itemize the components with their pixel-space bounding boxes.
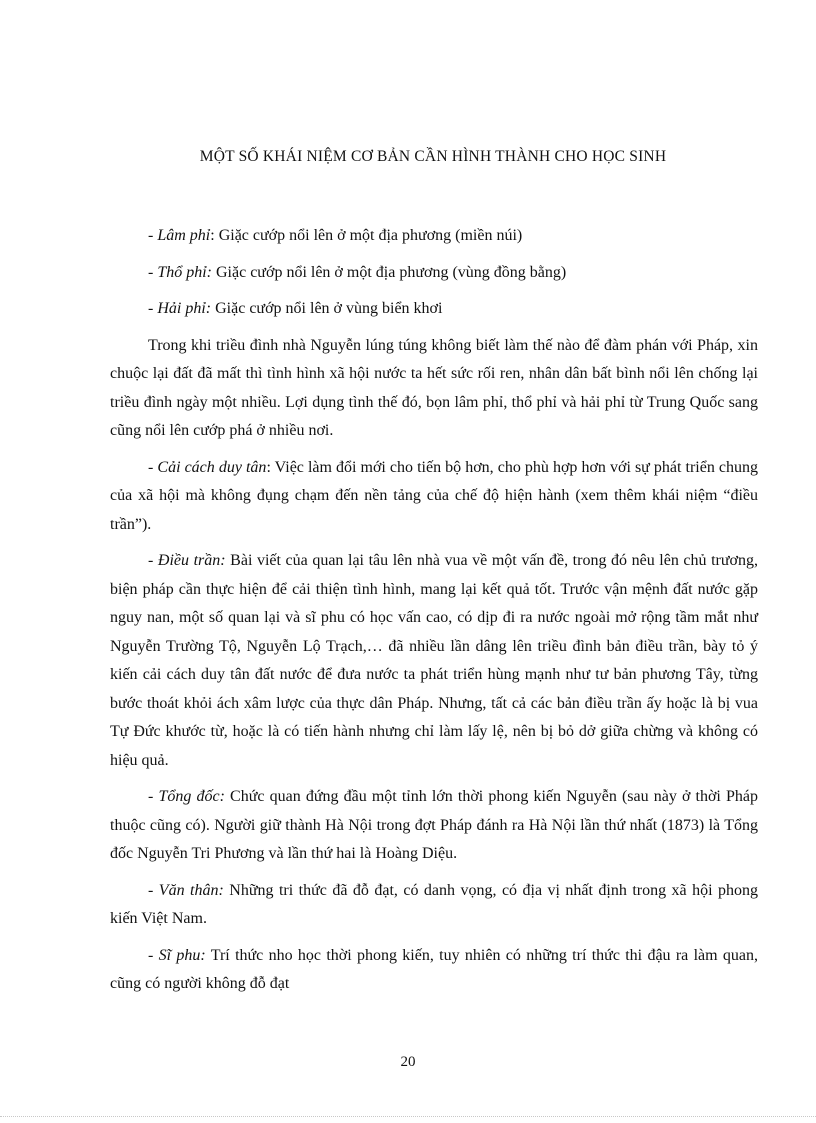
term-label: Sĩ phu:: [158, 946, 206, 964]
definition-text: Giặc cướp nổi lên ở một địa phương (miền núi): [218, 227, 523, 244]
definition-text: Giặc cướp nổi lên ở một địa phương (vùng đồng bằng): [216, 263, 567, 281]
definition-cai-cach-duy-tan: [110, 454, 758, 540]
document-body: [110, 222, 758, 1007]
paragraph-text: Trong khi triều đình nhà Nguyễn lúng túng không biết làm thế nào để đàm phán với Pháp, xin chuộc lại đất đã mất thì tình hình xã hội nước ta hết sức rối ren, nhân dân bất bình nổi lên chống lại triều đình ngày một nhiều. Lợi dụng tình thế đó, bọn lâm phỉ, thổ phỉ và hải phỉ từ Trung Quốc sang cũng nổi lên cướp phá ở nhiều nơi.: [110, 336, 758, 439]
term-label: Cải cách duy tân: [157, 458, 267, 476]
term-separator: :: [266, 458, 275, 476]
entry-prefix: -: [148, 263, 158, 281]
entry-prefix: -: [148, 227, 158, 244]
definition-text: Giặc cướp nổi lên ở vùng biển khơi: [215, 300, 443, 317]
entry-prefix: -: [148, 788, 159, 805]
term-separator: :: [210, 227, 219, 244]
definition-text: Bài viết của quan lại tâu lên nhà vua về một vấn đề, trong đó nêu lên chủ trương, biện pháp cần thực hiện để cải thiện tình hình, mang lại kết quả tốt. Trước vận mệnh đất nước gặp nguy nan, một số quan lại và sĩ phu có học vấn cao, có dịp đi ra nước ngoài mở rộng tầm mắt như Nguyễn Trường Tộ, Nguyễn Lộ Trạch,… đã nhiều lần dâng lên triều đình bản điều trần, bày tỏ ý kiến cải cách duy tân đất nước để đưa nước ta phát triển hùng mạnh như tư bản phương Tây, từng bước thoát khỏi ách xâm lược của thực dân Pháp. Nhưng, tất cả các bản điều trần ấy hoặc là bị vua Tự Đức khước từ, hoặc là có tiến hành nhưng chỉ làm lấy lệ, nên bị bỏ dở giữa chừng và không có hiệu quả.: [110, 552, 758, 769]
page-bottom-divider: [0, 1116, 816, 1117]
definition-text: Những tri thức đã đỗ đạt, có danh vọng, có địa vị nhất định trong xã hội phong kiến Việt Nam.: [110, 881, 759, 927]
term-label: Lâm phỉ: [157, 227, 211, 244]
definition-tho-phi: [110, 259, 758, 288]
entry-prefix: -: [148, 946, 159, 964]
definition-si-phu: [110, 942, 758, 999]
definition-tong-doc: [110, 783, 758, 869]
term-label: Điều trần:: [157, 552, 226, 569]
definition-hai-phi: [110, 295, 758, 324]
context-paragraph: [110, 332, 758, 446]
entry-prefix: -: [148, 881, 159, 899]
term-label: Văn thân:: [158, 881, 224, 899]
definition-dieu-tran: [110, 547, 758, 775]
page-number: 20: [400, 1054, 416, 1070]
term-label: Tổng đốc:: [158, 788, 225, 805]
definition-text: Trí thức nho học thời phong kiến, tuy nhiên có những trí thức thi đậu ra làm quan, cũng có người không đỗ đạt: [110, 946, 758, 992]
page-title: MỘT SỐ KHÁI NIỆM CƠ BẢN CẦN HÌNH THÀNH CHO HỌC SINH: [199, 148, 667, 165]
definition-van-than: [110, 877, 758, 934]
definition-text: Việc làm đổi mới cho tiến bộ hơn, cho phù hợp hơn với sự phát triển chung của xã hội mà không đụng chạm đến nền tảng của chế độ hiện hành (xem thêm khái niệm “điều trần”).: [110, 458, 758, 533]
entry-prefix: -: [148, 552, 158, 569]
term-label: Thổ phỉ:: [157, 263, 212, 281]
definition-text: Chức quan đứng đầu một tỉnh lớn thời phong kiến Nguyễn (sau này ở thời Pháp thuộc cũng có). Người giữ thành Hà Nội trong đợt Pháp đánh ra Hà Nội lần thứ nhất (1873) là Tổng đốc Nguyễn Tri Phương và lần thứ hai là Hoàng Diệu.: [110, 788, 758, 862]
term-label: Hải phỉ:: [157, 300, 212, 317]
definition-lam-phi: [110, 222, 758, 251]
entry-prefix: -: [148, 300, 158, 317]
entry-prefix: -: [148, 458, 158, 476]
